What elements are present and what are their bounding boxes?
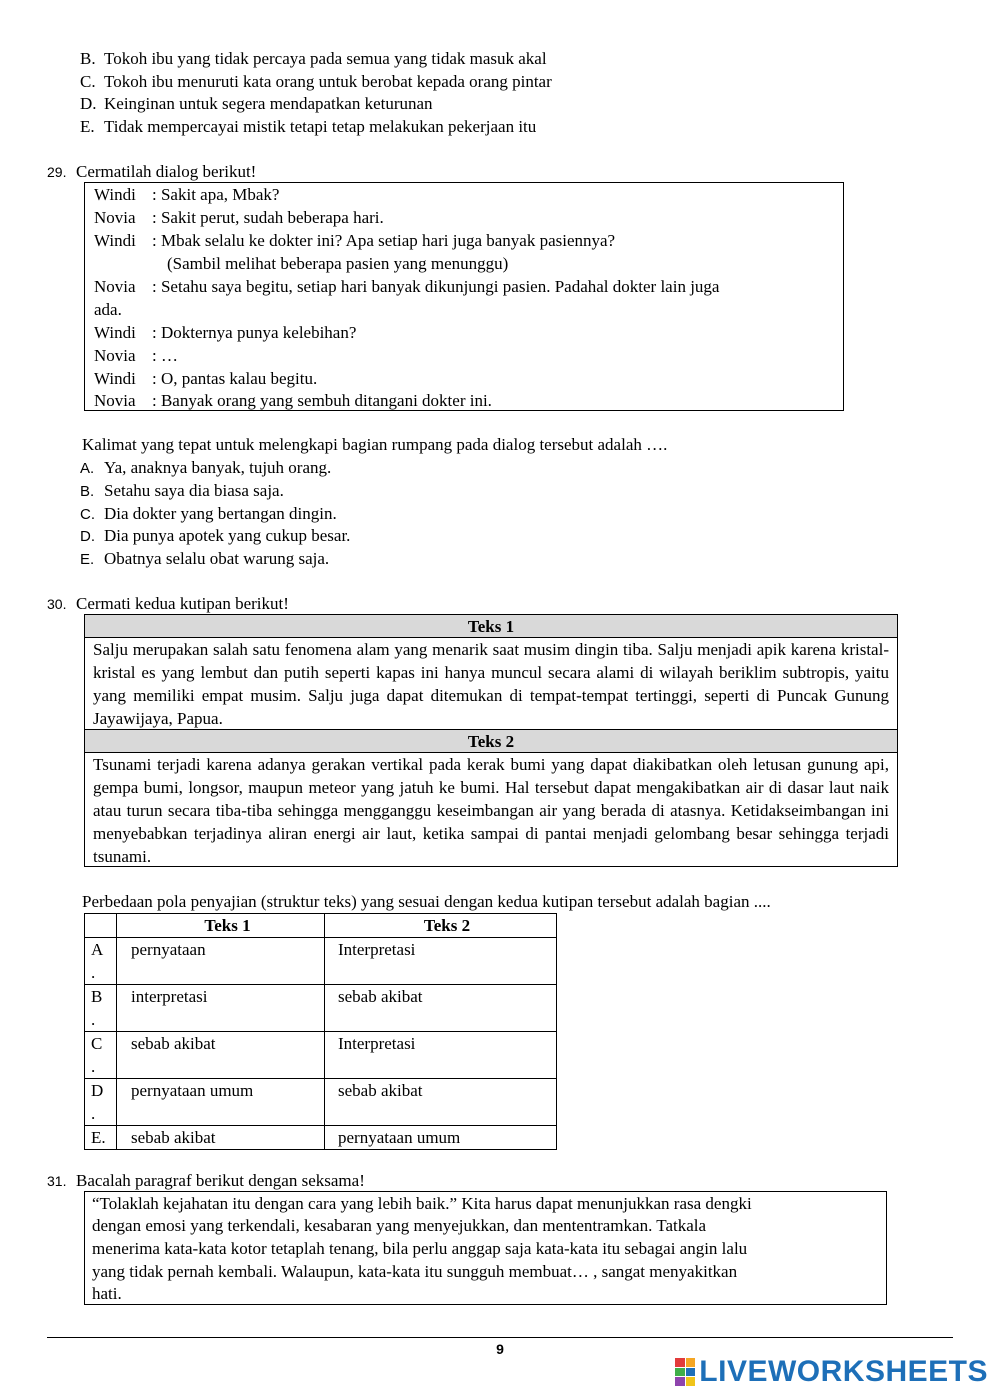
question-number: 29. bbox=[47, 164, 67, 180]
dialog-line-continuation: ada. bbox=[94, 300, 122, 319]
question-prompt: Cermatilah dialog berikut! bbox=[76, 162, 257, 181]
question-number: 30. bbox=[47, 596, 67, 612]
table-cell: interpretasi bbox=[117, 985, 325, 1032]
table-row-option-c[interactable] bbox=[85, 1032, 557, 1079]
q30-heading bbox=[47, 592, 289, 616]
table-cell: sebab akibat bbox=[117, 1032, 325, 1079]
table-row-option-d[interactable] bbox=[85, 1079, 557, 1126]
dialog-line: Novia : Setahu saya begitu, setiap hari banyak dikunjungi pasien. Padahal dokter lain juga bbox=[94, 277, 720, 296]
q29-option-e[interactable]: E. Obatnya selalu obat warung saja. bbox=[80, 549, 330, 568]
table-row-option-a[interactable] bbox=[85, 938, 557, 985]
q29-option-b[interactable]: B. Setahu saya dia biasa saja. bbox=[80, 481, 284, 500]
option-label: C . bbox=[85, 1032, 117, 1079]
table-header: Teks 1 bbox=[117, 914, 325, 938]
q30-question: Perbedaan pola penyajian (struktur teks) yang sesuai dengan kedua kutipan tersebut adalah bagian .... bbox=[82, 892, 771, 911]
table-header bbox=[85, 914, 117, 938]
table-row-option-e[interactable] bbox=[85, 1126, 557, 1150]
table-cell: Interpretasi bbox=[325, 938, 557, 985]
teks1-box bbox=[84, 614, 898, 730]
teks2-box bbox=[84, 729, 898, 867]
table-cell: pernyataan umum bbox=[325, 1126, 557, 1150]
passage-line: yang tidak pernah kembali. Walaupun, kata-kata itu sungguh membuat… , sangat menyakitkan bbox=[92, 1262, 738, 1281]
q31-heading bbox=[47, 1169, 365, 1193]
dialog-stage-direction: (Sambil melihat beberapa pasien yang menunggu) bbox=[167, 254, 509, 273]
dialog-line: Novia : Banyak orang yang sembuh ditangani dokter ini. bbox=[94, 391, 492, 410]
option-label: B . bbox=[85, 985, 117, 1032]
option-label: D . bbox=[85, 1079, 117, 1126]
dialog-line: Windi : O, pantas kalau begitu. bbox=[94, 369, 318, 388]
q29-option-d[interactable]: D. Dia punya apotek yang cukup besar. bbox=[80, 526, 351, 545]
teks1-body: Salju merupakan salah satu fenomena alam yang menarik saat musim dingin tiba. Salju menjadi apik karena kristal-kristal es yang lembut dan putih seperti kapas ini hanya muncul secara alami di wilayah beriklim subtropis, yaitu yang memiliki empat musim. Salju juga dapat ditemukan di tempat-tempat tertinggi, seperti di Puncak Gunung Jayawijaya, Papua. bbox=[93, 640, 889, 728]
q29-heading bbox=[47, 160, 256, 184]
table-cell: sebab akibat bbox=[325, 985, 557, 1032]
q28-option-b[interactable]: B. Tokoh ibu yang tidak percaya pada semua yang tidak masuk akal bbox=[80, 49, 547, 68]
passage-line: hati. bbox=[92, 1284, 122, 1303]
table-cell: sebab akibat bbox=[117, 1126, 325, 1150]
dialog-line: Novia : Sakit perut, sudah beberapa hari. bbox=[94, 208, 384, 227]
question-number: 31. bbox=[47, 1173, 67, 1189]
passage-line: dengan emosi yang terkendali, kesabaran yang menyejukkan, dan mententramkan. Tatkala bbox=[92, 1216, 707, 1235]
question-prompt: Cermati kedua kutipan berikut! bbox=[76, 594, 289, 613]
option-label: A . bbox=[85, 938, 117, 985]
dialog-line: Windi : Dokternya punya kelebihan? bbox=[94, 323, 357, 342]
dialog-line: Windi : Mbak selalu ke dokter ini? Apa setiap hari juga banyak pasiennya? bbox=[94, 231, 616, 250]
teks2-title: Teks 2 bbox=[85, 730, 897, 753]
dialog-box bbox=[84, 182, 844, 411]
q29-option-c[interactable]: C. Dia dokter yang bertangan dingin. bbox=[80, 504, 337, 523]
logo-text: LIVEWORKSHEETS bbox=[699, 1355, 988, 1388]
q29-option-a[interactable]: A. Ya, anaknya banyak, tujuh orang. bbox=[80, 458, 332, 477]
teks1-title: Teks 1 bbox=[85, 615, 897, 638]
logo-icon bbox=[675, 1358, 695, 1386]
table-cell: pernyataan umum bbox=[117, 1079, 325, 1126]
q30-answer-table bbox=[84, 913, 557, 1150]
table-cell: sebab akibat bbox=[325, 1079, 557, 1126]
dialog-blank-line: Novia : … bbox=[94, 346, 178, 365]
footer-rule bbox=[47, 1337, 953, 1338]
table-cell: pernyataan bbox=[117, 938, 325, 985]
table-header: Teks 2 bbox=[325, 914, 557, 938]
passage-line: “Tolaklah kejahatan itu dengan cara yang lebih baik.” Kita harus dapat menunjukkan rasa dengki bbox=[92, 1194, 752, 1213]
page-number: 9 bbox=[496, 1341, 504, 1357]
passage-line: menerima kata-kata kotor tetaplah tenang, bila perlu anggap saja kata-kata itu sebagai angin lalu bbox=[92, 1239, 748, 1258]
table-header-row bbox=[85, 914, 557, 938]
teks2-body: Tsunami terjadi karena adanya gerakan vertikal pada kerak bumi yang dapat diakibatkan oleh letusan gunung api, gempa bumi, longsor, maupun meteor yang jatuh ke bumi. Hal tersebut dapat mengakibatkan air di dasar laut naik atau turun secara tiba-tiba sehingga mengganggu keseimbangan air yang berada di atasnya. Ketidakseimbangan ini menyebabkan terjadinya aliran energi air laut, ketika sampai di pantai menjadi gelombang besar sehingga terjadi tsunami. bbox=[93, 755, 889, 866]
question-prompt: Bacalah paragraf berikut dengan seksama! bbox=[76, 1171, 365, 1190]
q31-passage-box bbox=[84, 1191, 887, 1305]
table-row-option-b[interactable] bbox=[85, 985, 557, 1032]
liveworksheets-logo[interactable] bbox=[675, 1355, 988, 1389]
q29-question: Kalimat yang tepat untuk melengkapi bagian rumpang pada dialog tersebut adalah …. bbox=[82, 435, 668, 454]
dialog-line: Windi : Sakit apa, Mbak? bbox=[94, 185, 280, 204]
q28-option-d[interactable]: D. Keinginan untuk segera mendapatkan keturunan bbox=[80, 94, 433, 113]
q28-option-c[interactable]: C. Tokoh ibu menuruti kata orang untuk berobat kepada orang pintar bbox=[80, 72, 552, 91]
q28-option-e[interactable]: E. Tidak mempercayai mistik tetapi tetap melakukan pekerjaan itu bbox=[80, 117, 537, 136]
table-cell: Interpretasi bbox=[325, 1032, 557, 1079]
option-label: E. bbox=[85, 1126, 117, 1150]
